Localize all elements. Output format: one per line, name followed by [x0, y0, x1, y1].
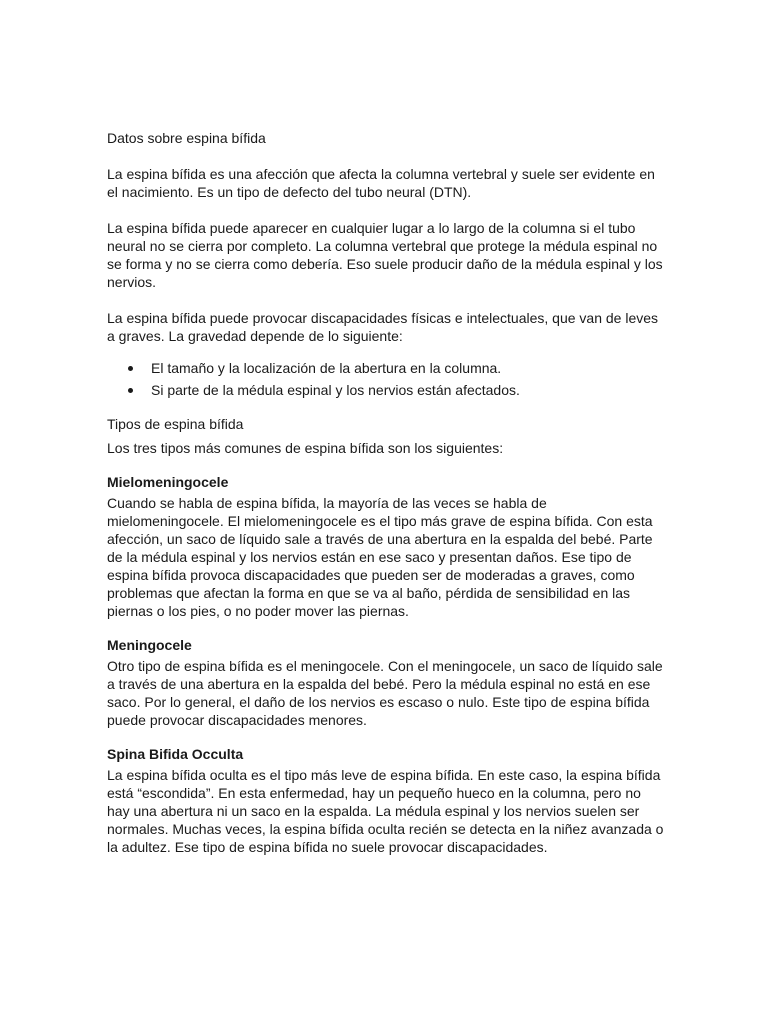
bullet-icon [128, 366, 133, 371]
list-item [151, 381, 667, 399]
severity-factors-list [107, 359, 667, 399]
section-body-mielomeningocele: Cuando se habla de espina bífida, la mayoría de las veces se habla de mielomeningocele. El mielomeningocele es el tipo más grave de espina bífida. Con esta afección, un saco de líquido sale a través de una abertura en la espalda del bebé. Parte de la médula espinal y los nervios están en ese saco y presentan daños. Ese tipo de espina bífida provoca discapacidades que pueden ser de moderadas a graves, como problemas que afectan la forma en que se va al baño, pérdida de sensibilidad en las piernas o los pies, o no poder mover las piernas. [107, 495, 653, 619]
paragraph-location: La espina bífida puede aparecer en cualquier lugar a lo largo de la columna si el tubo neural no se cierra por completo. La columna vertebral que protege la médula espinal no se forma y no se cierra como debería. Eso suele producir daño de la médula espinal y los nervios. [107, 220, 663, 290]
section-heading-occulta: Spina Bifida Occulta [107, 746, 244, 762]
paragraph-severity: La espina bífida puede provocar discapacidades físicas e intelectuales, que van de leves a graves. La gravedad depende de lo siguiente: [107, 310, 659, 344]
section-heading-mielomeningocele: Mielomeningocele [107, 474, 229, 490]
paragraph-definition: La espina bífida es una afección que afecta la columna vertebral y suele ser evidente en el nacimiento. Es un tipo de defecto del tubo neural (DTN). [107, 166, 655, 200]
types-heading: Tipos de espina bífida [107, 416, 244, 432]
list-item-text: Si parte de la médula espinal y los nervios están afectados. [151, 382, 520, 398]
section-heading-meningocele: Meningocele [107, 637, 192, 653]
list-item [151, 359, 667, 377]
section-body-occulta: La espina bífida oculta es el tipo más leve de espina bífida. En este caso, la espina bífida está “escondida”. En esta enfermedad, hay un pequeño hueco en la columna, pero no hay una abertura ni un saco en la espalda. La médula espinal y los nervios suelen ser normales. Muchas veces, la espina bífida oculta recién se detecta en la niñez avanzada o la adultez. Ese tipo de espina bífida no suele provocar discapacidades. [107, 767, 664, 855]
types-intro: Los tres tipos más comunes de espina bífida son los siguientes: [107, 440, 504, 456]
list-item-text: El tamaño y la localización de la abertura en la columna. [151, 360, 502, 376]
document-title: Datos sobre espina bífida [107, 130, 266, 146]
bullet-icon [128, 388, 133, 393]
section-body-meningocele: Otro tipo de espina bífida es el meningocele. Con el meningocele, un saco de líquido sale a través de una abertura en la espalda del bebé. Pero la médula espinal no está en ese saco. Por lo general, el daño de los nervios es escaso o nulo. Este tipo de espina bífida puede provocar discapacidades menores. [107, 658, 663, 728]
document-page [107, 129, 667, 872]
